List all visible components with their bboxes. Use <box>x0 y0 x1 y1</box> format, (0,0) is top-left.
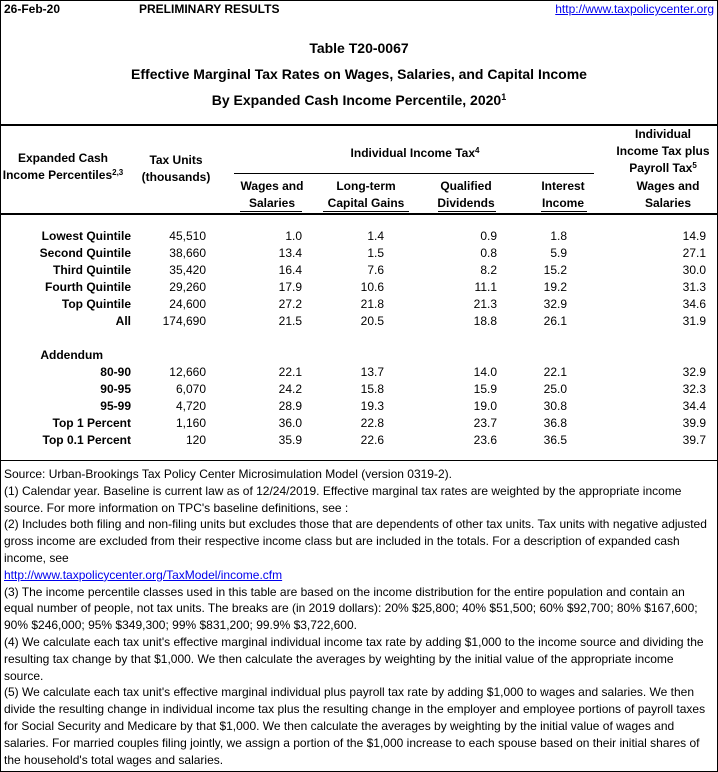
qualified-dividends-rate-cell: 21.3 <box>473 297 497 311</box>
payroll-rate-cell: 34.6 <box>682 297 706 311</box>
row-label: Fourth Quintile <box>45 280 131 294</box>
ltcg-header: Long-term Capital Gains <box>327 179 405 210</box>
footnote-2: (2) Includes both filing and non-filing units but excludes those that are dependents of other tax units. Tax units with negative adjusted gross income are excluded from their respective income class but are included in the totals. For a description of expanded cash income, see <box>4 517 707 565</box>
tax-units-cell: 12,660 <box>169 365 206 379</box>
tpc-link[interactable]: http://www.taxpolicycenter.org <box>555 2 714 16</box>
ltcg-rate-cell: 7.6 <box>367 263 384 277</box>
ltcg-rate-cell: 15.8 <box>360 382 384 396</box>
tax-units-cell: 24,600 <box>169 297 206 311</box>
footnote-1: (1) Calendar year. Baseline is current law as of 12/24/2019. Effective marginal tax rates are weighted by the appropriate income source. For more information on TPC's baseline definitions, see : <box>4 483 682 515</box>
interest-rate-cell: 19.2 <box>543 280 567 294</box>
ltcg-rate-cell: 22.8 <box>360 416 384 430</box>
payroll-rate-cell: 14.9 <box>682 229 706 243</box>
interest-rate-cell: 5.9 <box>550 246 567 260</box>
tax-units-header: Tax Units (thousands) <box>141 153 211 184</box>
table-subtitle: By Expanded Cash Income Percentile, 2020$^1$ <box>211 92 507 108</box>
wages-rate-cell: 16.4 <box>278 263 302 277</box>
qualified-dividends-rate-cell: 0.8 <box>480 246 497 260</box>
qualified-dividends-rate-cell: 19.0 <box>473 399 497 413</box>
row-label: Lowest Quintile <box>41 229 131 243</box>
wages-rate-cell: 13.4 <box>278 246 302 260</box>
ltcg-rate-cell: 22.6 <box>360 433 384 447</box>
payroll-rate-cell: 31.3 <box>682 280 706 294</box>
row-label: All <box>115 314 131 328</box>
income-definition-link[interactable]: http://www.taxpolicycenter.org/TaxModel/income.cfm <box>4 567 283 582</box>
footnote-3: (3) The income percentile classes used in this table are based on the income distribution for the entire population and contain an equal number of people, not tax units. The breaks are (in 2019 dollars): 20% $25,800; 40% $51,500; 60% $92,700; 80% $167,600; 90% $246,000; 95% $349,300; 99% $831,200; 99.9% $3,722,600. <box>4 584 698 633</box>
qualified-dividends-rate-cell: 14.0 <box>473 365 497 379</box>
tax-units-cell: 38,660 <box>169 246 206 260</box>
wages-rate-cell: 28.9 <box>278 399 302 413</box>
report-date: 26-Feb-20 <box>4 2 61 16</box>
payroll-rate-cell: 34.4 <box>682 399 706 413</box>
ltcg-underline <box>323 211 409 212</box>
payroll-rate-cell: 32.9 <box>682 365 706 379</box>
payroll-rate-cell: 30.0 <box>682 263 706 277</box>
payroll-wages-header: Wages and Salaries <box>636 179 700 210</box>
interest-rate-cell: 25.0 <box>543 382 567 396</box>
row-label: 80-90 <box>100 365 131 379</box>
wages-header: Wages and Salaries <box>240 179 304 210</box>
interest-rate-cell: 15.2 <box>543 263 567 277</box>
interest-rate-cell: 26.1 <box>543 314 567 328</box>
tax-units-cell: 29,260 <box>169 280 206 294</box>
payroll-rate-cell: 39.7 <box>682 433 706 447</box>
ltcg-rate-cell: 19.3 <box>360 399 384 413</box>
wages-underline <box>240 211 302 212</box>
interest-underline <box>541 211 587 212</box>
qualified-dividends-rate-cell: 23.7 <box>473 416 497 430</box>
qualified-dividends-rate-cell: 18.8 <box>473 314 497 328</box>
interest-rate-cell: 1.8 <box>550 229 567 243</box>
interest-rate-cell: 36.5 <box>543 433 567 447</box>
payroll-rate-cell: 32.3 <box>682 382 706 396</box>
income-tax-underline <box>234 173 594 174</box>
footnote-4: (4) We calculate each tax unit's effective marginal individual income tax rate by adding $1,000 to the income source and dividing the resulting tax change by that $1,000. We then calculate the averages by weighting by the initial value of the appropriate income source. <box>4 634 704 683</box>
qualified-dividends-rate-cell: 23.6 <box>473 433 497 447</box>
tax-units-cell: 35,420 <box>169 263 206 277</box>
tax-units-cell: 120 <box>185 433 206 447</box>
footnote-5: (5) We calculate each tax unit's effective marginal individual plus payroll tax rate by adding $1,000 to wages and salaries. We then divide the resulting change in individual income tax plus the resulting change in the employer and employee portions of payroll taxes for Social Security and Medicare by that $1,000. We then calculate the averages by weighting by the initial value of wages and salaries. For married couples filing jointly, we assign a portion of the $1,000 increase to each spouse based on their initial shares of the household's total wages and salaries. <box>4 685 706 767</box>
addendum-label: Addendum <box>40 348 103 362</box>
wages-rate-cell: 35.9 <box>278 433 302 447</box>
wages-rate-cell: 17.9 <box>278 280 302 294</box>
tax-units-cell: 6,070 <box>175 382 206 396</box>
footnotes <box>4 466 714 768</box>
row-label: Top 1 Percent <box>52 416 131 430</box>
ltcg-rate-cell: 13.7 <box>360 365 384 379</box>
wages-rate-cell: 21.5 <box>278 314 302 328</box>
interest-rate-cell: 30.8 <box>543 399 567 413</box>
percentile-header: Expanded Cash Income Percentiles$^{2,3}$ <box>2 151 124 182</box>
qualified-dividends-rate-cell: 8.2 <box>480 263 497 277</box>
table-number: Table T20-0067 <box>309 40 409 56</box>
tax-units-cell: 174,690 <box>162 314 206 328</box>
interest-rate-cell: 22.1 <box>543 365 567 379</box>
interest-header: Interest Income <box>541 179 585 210</box>
row-label: Third Quintile <box>53 263 131 277</box>
interest-rate-cell: 36.8 <box>543 416 567 430</box>
qualified-dividends-rate-cell: 11.1 <box>474 280 497 294</box>
payroll-rate-cell: 31.9 <box>682 314 706 328</box>
ltcg-rate-cell: 1.5 <box>367 246 384 260</box>
qualified-dividends-rate-cell: 15.9 <box>473 382 497 396</box>
source-note: Source: Urban-Brookings Tax Policy Center Microsimulation Model (version 0319-2). <box>4 467 452 481</box>
ltcg-rate-cell: 21.8 <box>360 297 384 311</box>
income-tax-header: Individual Income Tax$^4$ <box>350 146 480 160</box>
row-label: Second Quintile <box>39 246 131 260</box>
row-label: 95-99 <box>100 399 131 413</box>
ltcg-rate-cell: 1.4 <box>367 229 384 243</box>
preliminary-label: PRELIMINARY RESULTS <box>139 2 280 16</box>
payroll-rate-cell: 27.1 <box>682 246 706 260</box>
qualified-dividends-header: Qualified Dividends <box>437 179 495 210</box>
ltcg-rate-cell: 10.6 <box>360 280 384 294</box>
qualified-dividends-underline <box>438 211 496 212</box>
table-bottom-rule <box>1 460 717 461</box>
row-label: Top Quintile <box>61 297 131 311</box>
wages-rate-cell: 24.2 <box>278 382 302 396</box>
wages-rate-cell: 36.0 <box>278 416 302 430</box>
row-label: Top 0.1 Percent <box>42 433 131 447</box>
payroll-tax-header: Individual Income Tax plus Payroll Tax$^5$ <box>616 127 710 175</box>
tax-units-cell: 4,720 <box>175 399 206 413</box>
tax-units-cell: 45,510 <box>169 229 206 243</box>
table-title: Effective Marginal Tax Rates on Wages, Salaries, and Capital Income <box>131 66 587 82</box>
qualified-dividends-rate-cell: 0.9 <box>480 229 497 243</box>
wages-rate-cell: 22.1 <box>278 365 302 379</box>
ltcg-rate-cell: 20.5 <box>360 314 384 328</box>
interest-rate-cell: 32.9 <box>543 297 567 311</box>
row-label: 90-95 <box>100 382 131 396</box>
tax-units-cell: 1,160 <box>175 416 206 430</box>
wages-rate-cell: 1.0 <box>285 229 302 243</box>
payroll-rate-cell: 39.9 <box>682 416 706 430</box>
header-bottom-rule <box>1 213 717 215</box>
wages-rate-cell: 27.2 <box>278 297 302 311</box>
